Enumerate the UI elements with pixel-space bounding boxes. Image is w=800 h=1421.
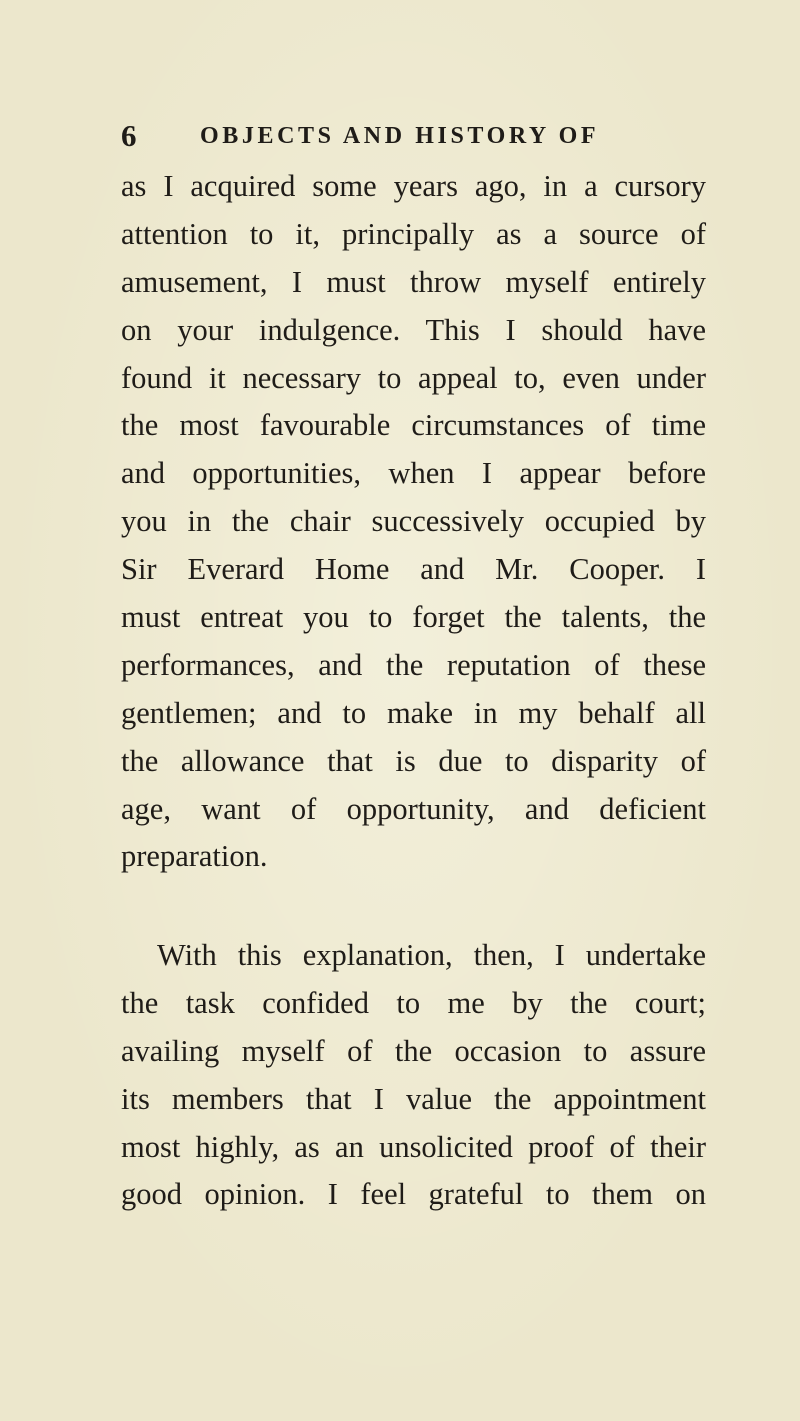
page-number: 6 <box>121 118 137 153</box>
paragraph-1 <box>121 163 706 881</box>
text-line: With this explanation, then, I undertake <box>157 938 706 972</box>
text-line: you in the chair successively occupied by <box>121 504 706 539</box>
running-head <box>121 116 761 156</box>
text-line: age, want of opportunity, and deficient <box>121 791 706 826</box>
text-line: preparation. <box>121 839 268 874</box>
text-line: attention to it, principally as a source of <box>121 216 706 251</box>
text-line: most highly, as an unsolicited proof of their <box>121 1129 706 1164</box>
paragraph-2 <box>121 932 706 1219</box>
text-line: the most favourable circumstances of time <box>121 408 706 443</box>
text-line: availing myself of the occasion to assure <box>121 1033 706 1068</box>
text-line: its members that I value the appointment <box>121 1081 706 1116</box>
text-line: as I acquired some years ago, in a cursory <box>121 169 706 203</box>
text-line: found it necessary to appeal to, even under <box>121 360 706 395</box>
running-head-title: OBJECTS AND HISTORY OF <box>200 123 600 149</box>
text-line: the allowance that is due to disparity of <box>121 743 706 778</box>
text-line: the task confided to me by the court; <box>121 985 706 1020</box>
text-line: gentlemen; and to make in my behalf all <box>121 695 706 730</box>
text-line: Sir Everard Home and Mr. Cooper. I <box>121 552 706 587</box>
text-line: performances, and the reputation of these <box>121 647 706 682</box>
text-line: must entreat you to forget the talents, the <box>121 600 706 635</box>
text-line: amusement, I must throw myself entirely <box>121 264 706 299</box>
text-line: and opportunities, when I appear before <box>121 456 706 491</box>
text-line: on your indulgence. This I should have <box>121 312 706 347</box>
text-line: good opinion. I feel grateful to them on <box>121 1177 706 1212</box>
